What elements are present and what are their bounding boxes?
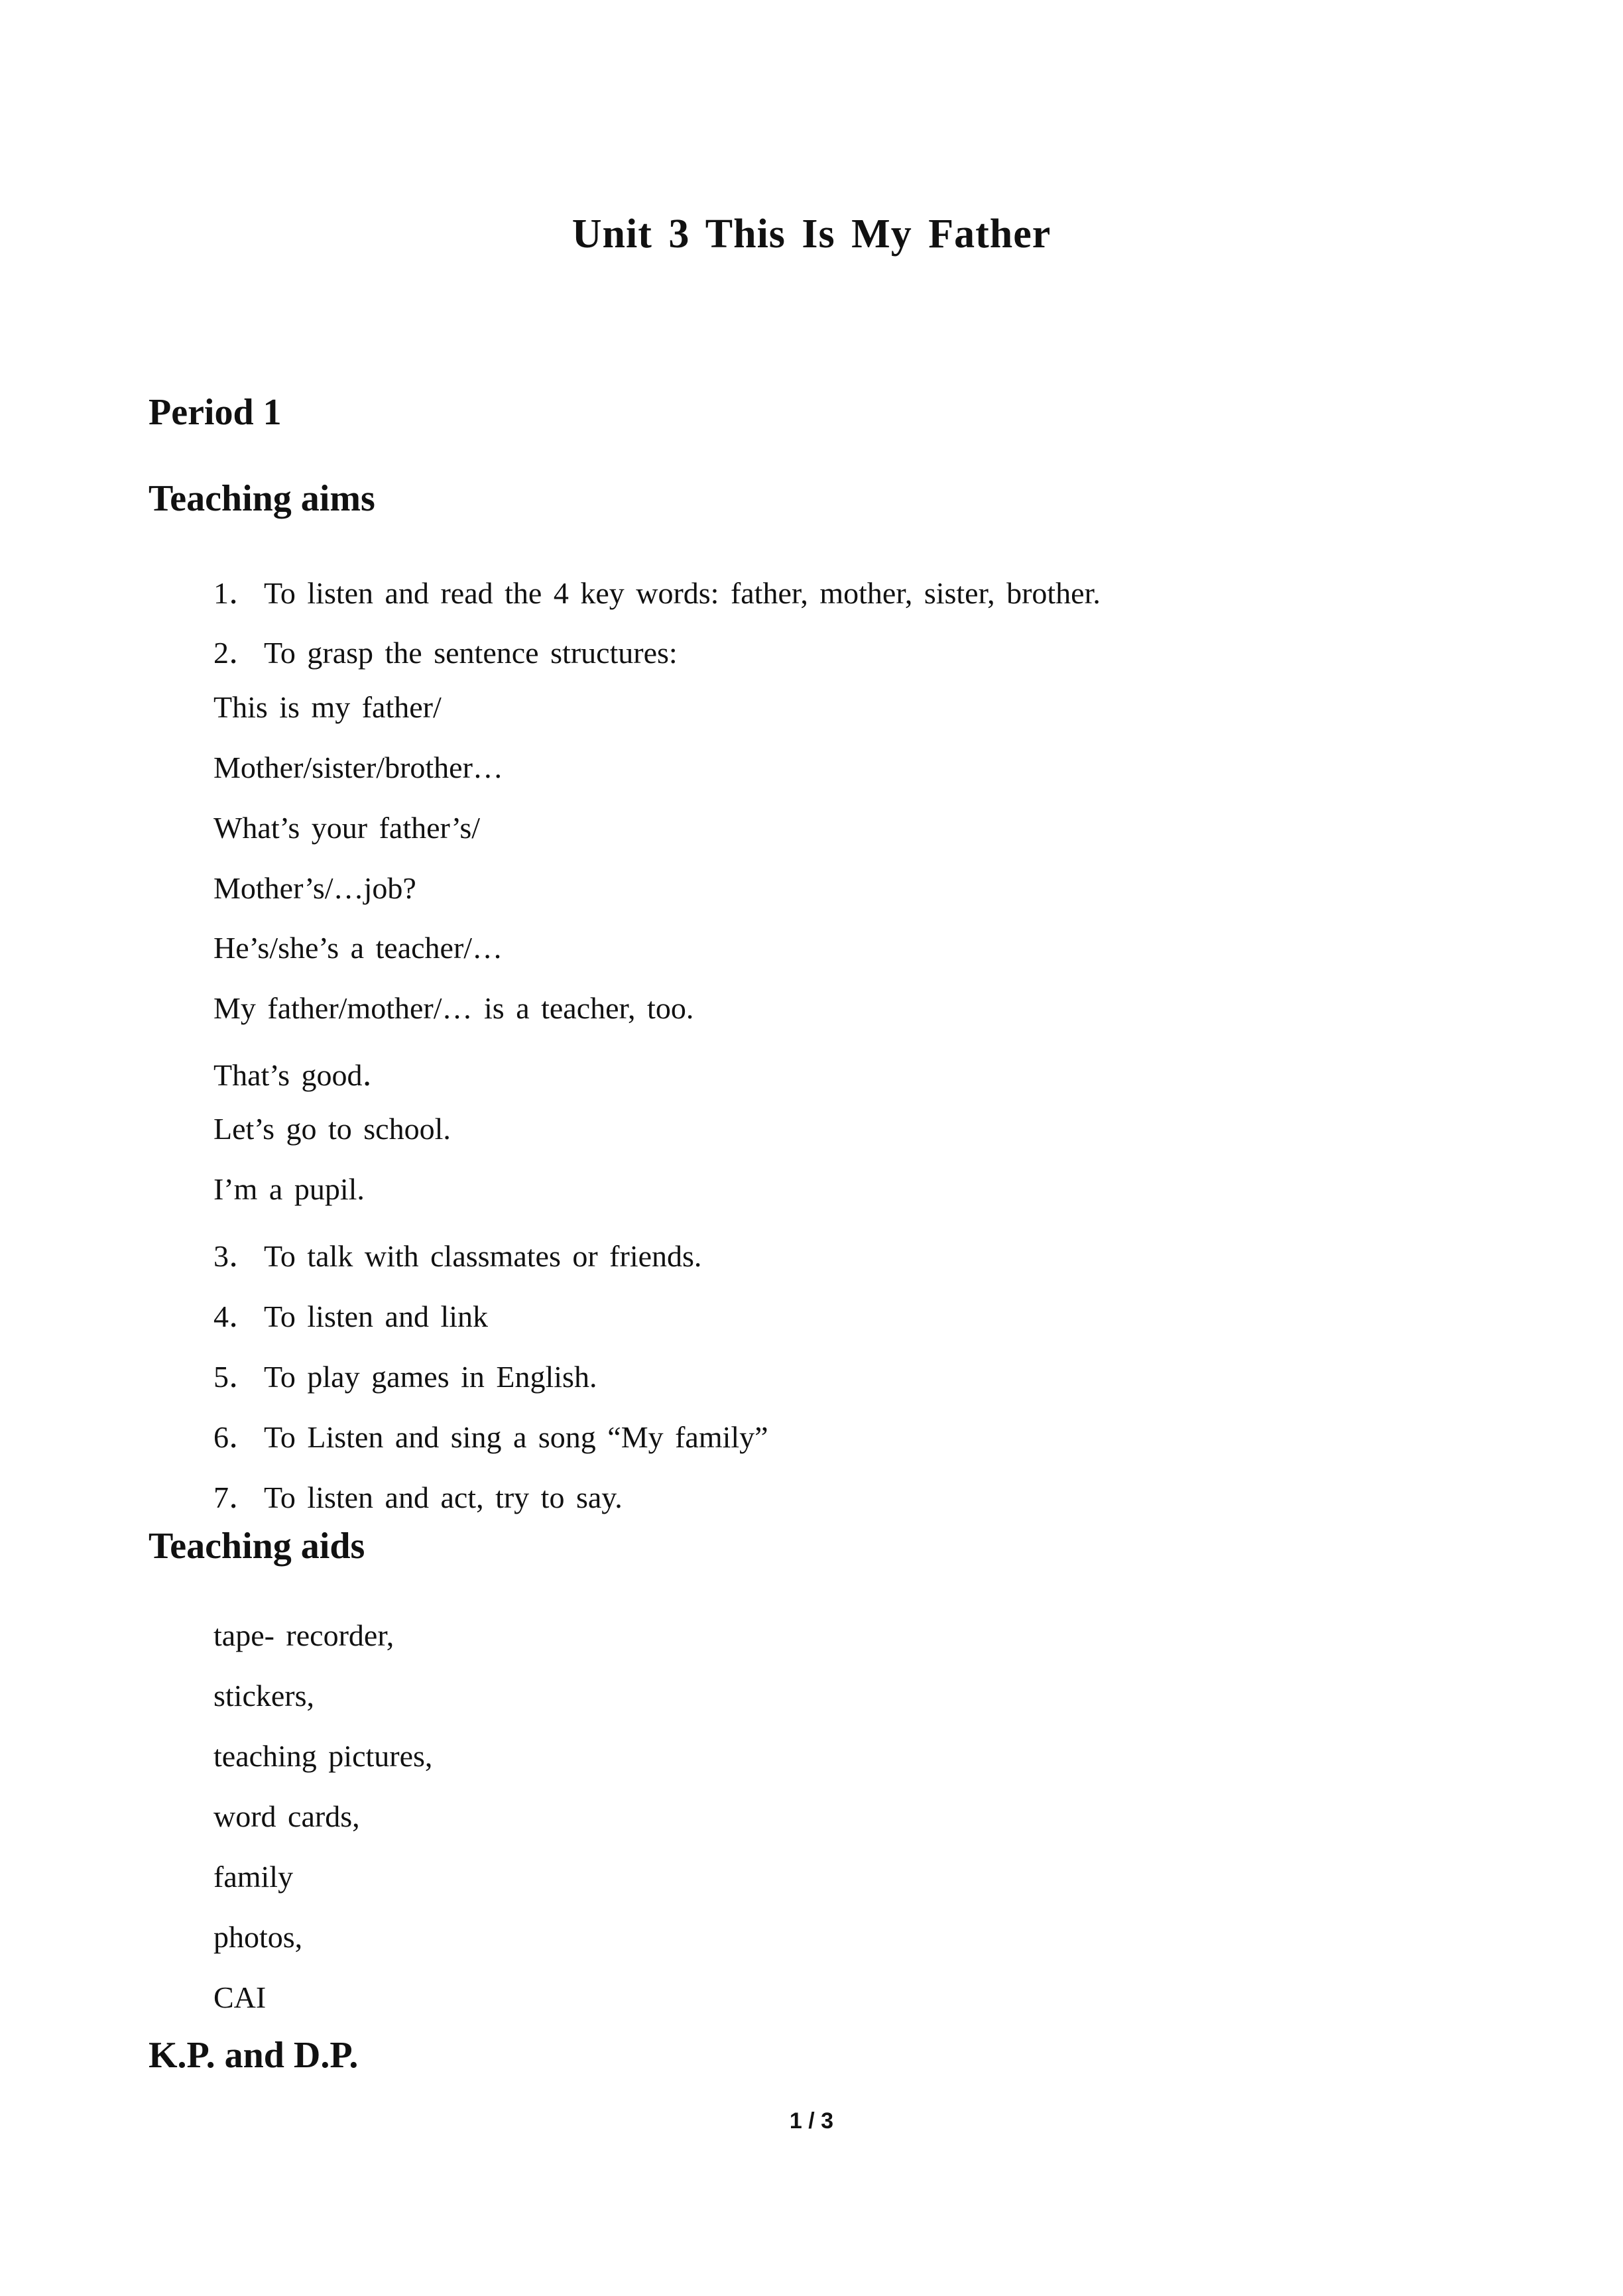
aim-text: To Listen and sing a song “My family” <box>264 1420 768 1454</box>
aim-item-3 <box>213 1232 701 1276</box>
aid-item: word cards, <box>213 1799 360 1833</box>
aim-number: 5． <box>213 1360 259 1394</box>
aid-item: family <box>213 1860 294 1894</box>
structure-line: Mother/sister/brother… <box>213 751 503 784</box>
structure-line: I’m a pupil. <box>213 1172 365 1206</box>
aim-item-2 <box>213 629 678 672</box>
aid-item: teaching pictures, <box>213 1739 433 1773</box>
structure-line: This is my father/ <box>213 690 442 724</box>
structure-line: That’s good． <box>213 1058 393 1092</box>
aid-item: stickers, <box>213 1679 315 1713</box>
aim-text: To talk with classmates or friends. <box>264 1239 702 1273</box>
aim-number: 2． <box>213 636 259 670</box>
aim-item-1 <box>213 569 1101 613</box>
structure-line: What’s your father’s/ <box>213 811 481 845</box>
aim-item-5 <box>213 1353 597 1396</box>
page-indicator: 1 / 3 <box>789 2108 834 2134</box>
structure-line: My father/mother/… is a teacher, too. <box>213 991 694 1025</box>
structure-line: He’s/she’s a teacher/… <box>213 931 503 965</box>
kp-dp-heading: K.P. and D.P. <box>149 2035 359 2076</box>
aim-text: To listen and act, try to say. <box>264 1480 623 1514</box>
aim-number: 7． <box>213 1480 259 1514</box>
aim-text: To grasp the sentence structures: <box>264 636 678 670</box>
aim-item-4 <box>213 1292 488 1336</box>
period-heading: Period 1 <box>149 392 282 433</box>
teaching-aids-heading: Teaching aids <box>149 1526 365 1567</box>
aim-number: 1． <box>213 576 259 610</box>
aim-number: 3． <box>213 1239 259 1273</box>
teaching-aims-heading: Teaching aims <box>149 478 375 519</box>
document-title: Unit 3 This Is My Father <box>571 211 1052 257</box>
aim-text: To play games in English. <box>264 1360 597 1394</box>
structure-line: Let’s go to school. <box>213 1112 451 1146</box>
aid-item: photos, <box>213 1920 303 1954</box>
aim-text: To listen and link <box>264 1299 489 1333</box>
aim-number: 6． <box>213 1420 259 1454</box>
aim-item-7 <box>213 1473 623 1517</box>
aim-number: 4． <box>213 1299 259 1333</box>
aim-text: To listen and read the 4 key words: father, mother, sister, brother. <box>264 576 1101 610</box>
aim-item-6 <box>213 1413 768 1457</box>
aid-item: tape- recorder, <box>213 1618 394 1652</box>
structure-line: Mother’s/…job? <box>213 871 416 905</box>
aid-item: CAI <box>213 1980 267 2014</box>
